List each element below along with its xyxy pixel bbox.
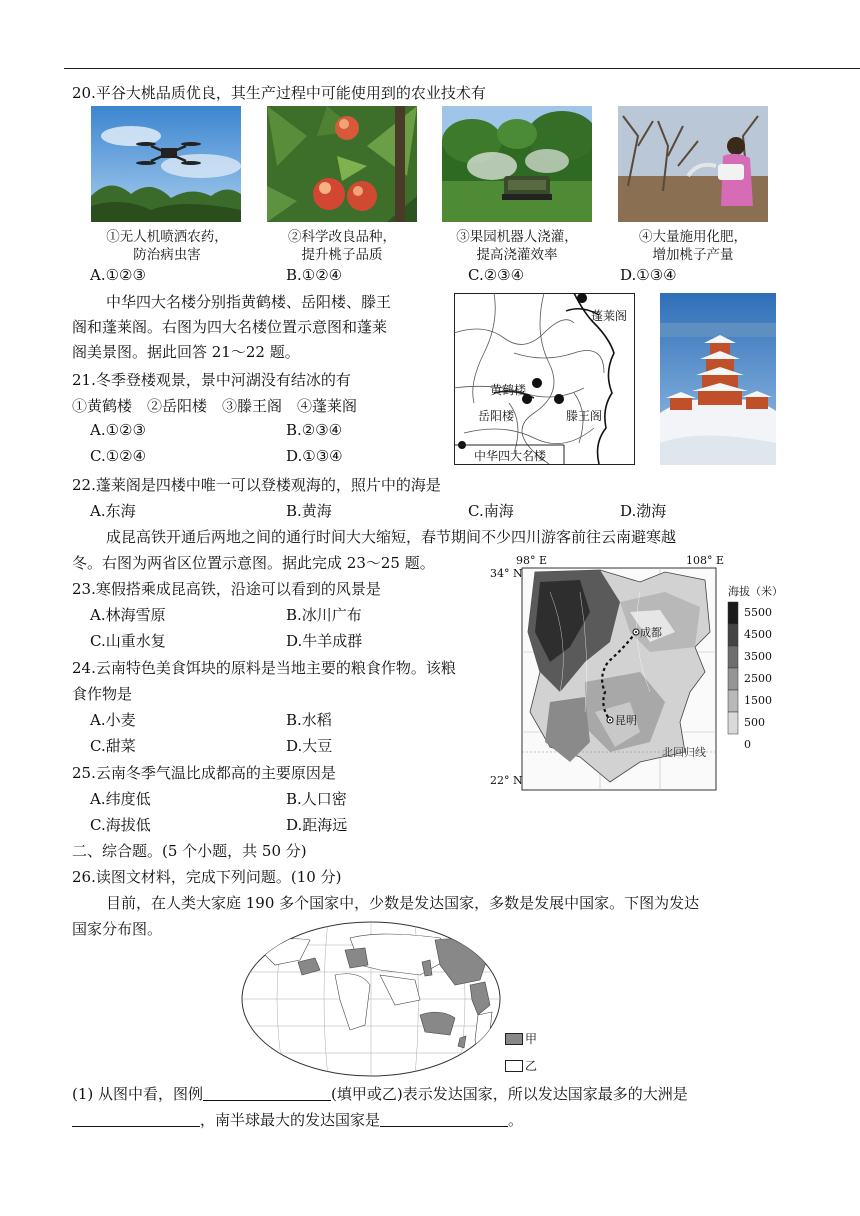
- q26-para-line2: 国家分布图。: [72, 920, 163, 938]
- q21-option-c: C.①②④: [90, 447, 147, 465]
- q26-para-line1: 目前，在人类大家庭 190 多个国家中，少数是发达国家，多数是发展中国家。下图为发达: [106, 894, 700, 912]
- elevation-legend-value: 500: [744, 716, 765, 729]
- caption-4: ④大量施用化肥， 增加桃子产量: [639, 229, 747, 263]
- q25-option-c: C.海拔低: [90, 816, 151, 834]
- legend-yi-swatch: [505, 1060, 523, 1072]
- q26-sub1-line1: [72, 1083, 688, 1104]
- four-towers-map: [454, 293, 635, 465]
- elevation-legend-swatch: [728, 668, 738, 690]
- q24-stem-line2: 食作物是: [72, 685, 133, 703]
- lat-22: 22° N: [490, 774, 523, 787]
- legend-yi-label: 乙: [525, 1059, 538, 1073]
- developed-countries-map: [240, 920, 502, 1078]
- photo-orchard-robot: [442, 106, 592, 222]
- label-chengdu: 成都: [640, 626, 662, 639]
- elevation-legend-title: 海拔（米）: [728, 585, 783, 598]
- caption-1: ①无人机喷洒农药， 防治病虫害: [106, 229, 228, 263]
- q20-option-b: B.①②④: [286, 266, 343, 284]
- q21-items: ①黄鹤楼 ②岳阳楼 ③滕王阁 ④蓬莱阁: [72, 397, 358, 415]
- photo-peaches: [267, 106, 417, 222]
- intro23-line2: 冬。右图为两省区位置示意图。据此完成 23～25 题。: [72, 554, 435, 572]
- elevation-legend-swatch: [728, 602, 738, 624]
- q24-option-d: D.大豆: [286, 737, 333, 755]
- caption-3: ③果园机器人浇灌， 提高浇灌效率: [456, 229, 578, 263]
- q25-stem: 25.云南冬季气温比成都高的主要原因是: [72, 764, 336, 782]
- q23-stem: 23.寒假搭乘成昆高铁，沿途可以看到的风景是: [72, 580, 381, 598]
- elevation-legend-swatch: [728, 712, 738, 734]
- lat-34: 34° N: [490, 567, 523, 580]
- q20-option-d: D.①③④: [620, 266, 677, 284]
- q23-option-d: D.牛羊成群: [286, 632, 363, 650]
- label-penglai: 蓬莱阁: [591, 309, 628, 323]
- q20-option-c: C.②③④: [468, 266, 525, 284]
- q25-option-d: D.距海远: [286, 816, 348, 834]
- elevation-legend-value: 2500: [744, 672, 772, 685]
- q22-option-a: A.东海: [90, 502, 136, 520]
- q25-option-b: B.人口密: [286, 790, 347, 808]
- label-huanghe: 黄鹤楼: [490, 383, 527, 397]
- elevation-legend-swatch: [728, 624, 738, 646]
- q20-option-a: A.①②③: [90, 266, 146, 284]
- q26-sub1-c: ，南半球最大的发达国家是: [200, 1111, 381, 1129]
- elevation-legend-swatch: [728, 646, 738, 668]
- section2-heading: 二、综合题。(5 个小题，共 50 分): [72, 842, 307, 860]
- intro21-line2: 阁和蓬莱阁。右图为四大名楼位置示意图和蓬莱: [72, 318, 388, 336]
- q21-option-b: B.②③④: [286, 421, 343, 439]
- legend-jia-swatch: [505, 1033, 523, 1045]
- legend-jia-label: 甲: [525, 1032, 538, 1046]
- answer-blank-country[interactable]: [380, 1110, 508, 1127]
- q26-sub1-line2: [72, 1109, 523, 1130]
- q25-option-a: A.纬度低: [90, 790, 151, 808]
- q26-stem: 26.读图文材料，完成下列问题。(10 分): [72, 868, 342, 886]
- intro21-line1: 中华四大名楼分别指黄鹤楼、岳阳楼、滕王: [106, 293, 392, 311]
- q26-sub1-a: (1) 从图中看，图例: [72, 1085, 204, 1103]
- elevation-legend-value: 0: [744, 738, 751, 751]
- q23-option-b: B.冰川广布: [286, 606, 362, 624]
- lon-98: 98° E: [516, 554, 548, 567]
- q24-option-a: A.小麦: [90, 711, 136, 729]
- photo-penglai: [660, 293, 776, 465]
- elevation-legend-value: 3500: [744, 650, 772, 663]
- photo-drone: [91, 106, 241, 222]
- q21-option-d: D.①③④: [286, 447, 343, 465]
- intro21-line3: 阁美景图。据此回答 21～22 题。: [72, 343, 300, 361]
- q26-sub1-b: (填甲或乙)表示发达国家，所以发达国家最多的大洲是: [331, 1085, 688, 1103]
- q26-sub1-d: 。: [508, 1111, 524, 1129]
- sichuan-yunnan-map: [490, 552, 790, 797]
- elevation-legend-value: 1500: [744, 694, 772, 707]
- lon-108: 108° E: [686, 554, 725, 567]
- elevation-legend-value: 5500: [744, 606, 772, 619]
- q23-option-a: A.林海雪原: [90, 606, 166, 624]
- intro23-line1: 成昆高铁开通后两地之间的通行时间大大缩短，春节期间不少四川游客前往云南避寒越: [106, 528, 677, 546]
- answer-blank-legend[interactable]: [203, 1084, 331, 1101]
- label-kunming: 昆明: [615, 714, 637, 727]
- label-tengwang: 滕王阁: [566, 409, 603, 423]
- q22-option-c: C.南海: [468, 502, 514, 520]
- header-rule: [64, 68, 860, 69]
- q22-option-d: D.渤海: [620, 502, 667, 520]
- photo-fertilizer: [618, 106, 768, 222]
- q23-option-c: C.山重水复: [90, 632, 166, 650]
- label-yueyang: 岳阳楼: [478, 409, 515, 423]
- q24-option-b: B.水稻: [286, 711, 332, 729]
- caption-2: ②科学改良品种， 提升桃子品质: [288, 229, 396, 263]
- answer-blank-continent[interactable]: [72, 1110, 200, 1127]
- q24-stem-line1: 24.云南特色美食饵块的原料是当地主要的粮食作物。该粮: [72, 659, 456, 677]
- map1-legend: 中华四大名楼: [474, 449, 547, 463]
- q21-option-a: A.①②③: [90, 421, 146, 439]
- q24-option-c: C.甜菜: [90, 737, 136, 755]
- q22-stem: 22.蓬莱阁是四楼中唯一可以登楼观海的，照片中的海是: [72, 476, 441, 494]
- q22-option-b: B.黄海: [286, 502, 332, 520]
- q20-stem: 20.平谷大桃品质优良，其生产过程中可能使用到的农业技术有: [72, 84, 486, 102]
- label-tropic: 北回归线: [662, 746, 706, 759]
- q21-stem: 21.冬季登楼观景，景中河湖没有结冰的有: [72, 371, 351, 389]
- elevation-legend-swatch: [728, 690, 738, 712]
- elevation-legend-value: 4500: [744, 628, 772, 641]
